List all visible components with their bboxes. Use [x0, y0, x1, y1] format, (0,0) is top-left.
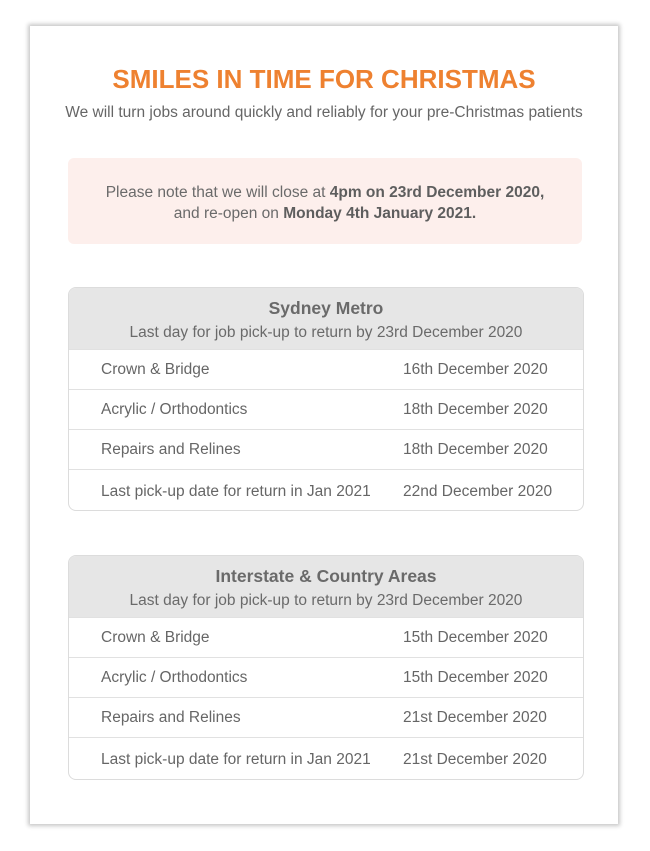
table-row: [69, 349, 583, 389]
region-name: Interstate & Country Areas: [215, 566, 437, 586]
table-row: [69, 737, 583, 780]
row-label: Crown & Bridge: [101, 629, 210, 646]
table-row: [69, 617, 583, 657]
notice-line-1: [68, 182, 582, 203]
row-label: Acrylic / Orthodontics: [101, 669, 248, 686]
row-label: Acrylic / Orthodontics: [101, 401, 248, 418]
row-date: 18th December 2020: [403, 401, 548, 418]
row-date: 18th December 2020: [403, 441, 548, 458]
row-date: 15th December 2020: [403, 629, 548, 646]
region-name: Sydney Metro: [268, 298, 384, 318]
flyer-page: [30, 26, 618, 824]
table-row: [69, 389, 583, 429]
notice-close-time: 4pm on 23rd December 2020,: [329, 184, 545, 201]
closure-notice: [68, 158, 582, 244]
row-label: Last pick-up date for return in Jan 2021: [101, 751, 371, 768]
page-subtitle: We will turn jobs around quickly and reliably for your pre-Christmas patients: [65, 104, 583, 121]
table-row: [69, 429, 583, 469]
page-title: SMILES IN TIME FOR CHRISTMAS: [112, 64, 536, 94]
region-card-sydney-metro: [68, 287, 584, 511]
region-description: Last day for job pick-up to return by 23rd December 2020: [129, 324, 523, 341]
table-row: [69, 469, 583, 511]
notice-line-1-text: Please note that we will close at: [105, 184, 330, 201]
row-date: 21st December 2020: [403, 751, 547, 768]
notice-reopen-date: Monday 4th January 2021.: [283, 205, 477, 222]
region-header: [69, 288, 583, 349]
table-row: [69, 697, 583, 737]
row-label: Repairs and Relines: [101, 709, 241, 726]
region-card-interstate: [68, 555, 584, 780]
row-date: 22nd December 2020: [403, 483, 553, 500]
row-label: Last pick-up date for return in Jan 2021: [101, 483, 371, 500]
row-date: 15th December 2020: [403, 669, 548, 686]
row-date: 21st December 2020: [403, 709, 547, 726]
table-row: [69, 657, 583, 697]
row-label: Crown & Bridge: [101, 361, 210, 378]
region-description: Last day for job pick-up to return by 23rd December 2020: [129, 592, 523, 609]
notice-line-2: [68, 203, 582, 224]
notice-line-2-text: and re-open on: [173, 205, 284, 222]
row-label: Repairs and Relines: [101, 441, 241, 458]
row-date: 16th December 2020: [403, 361, 548, 378]
region-header: [69, 556, 583, 617]
